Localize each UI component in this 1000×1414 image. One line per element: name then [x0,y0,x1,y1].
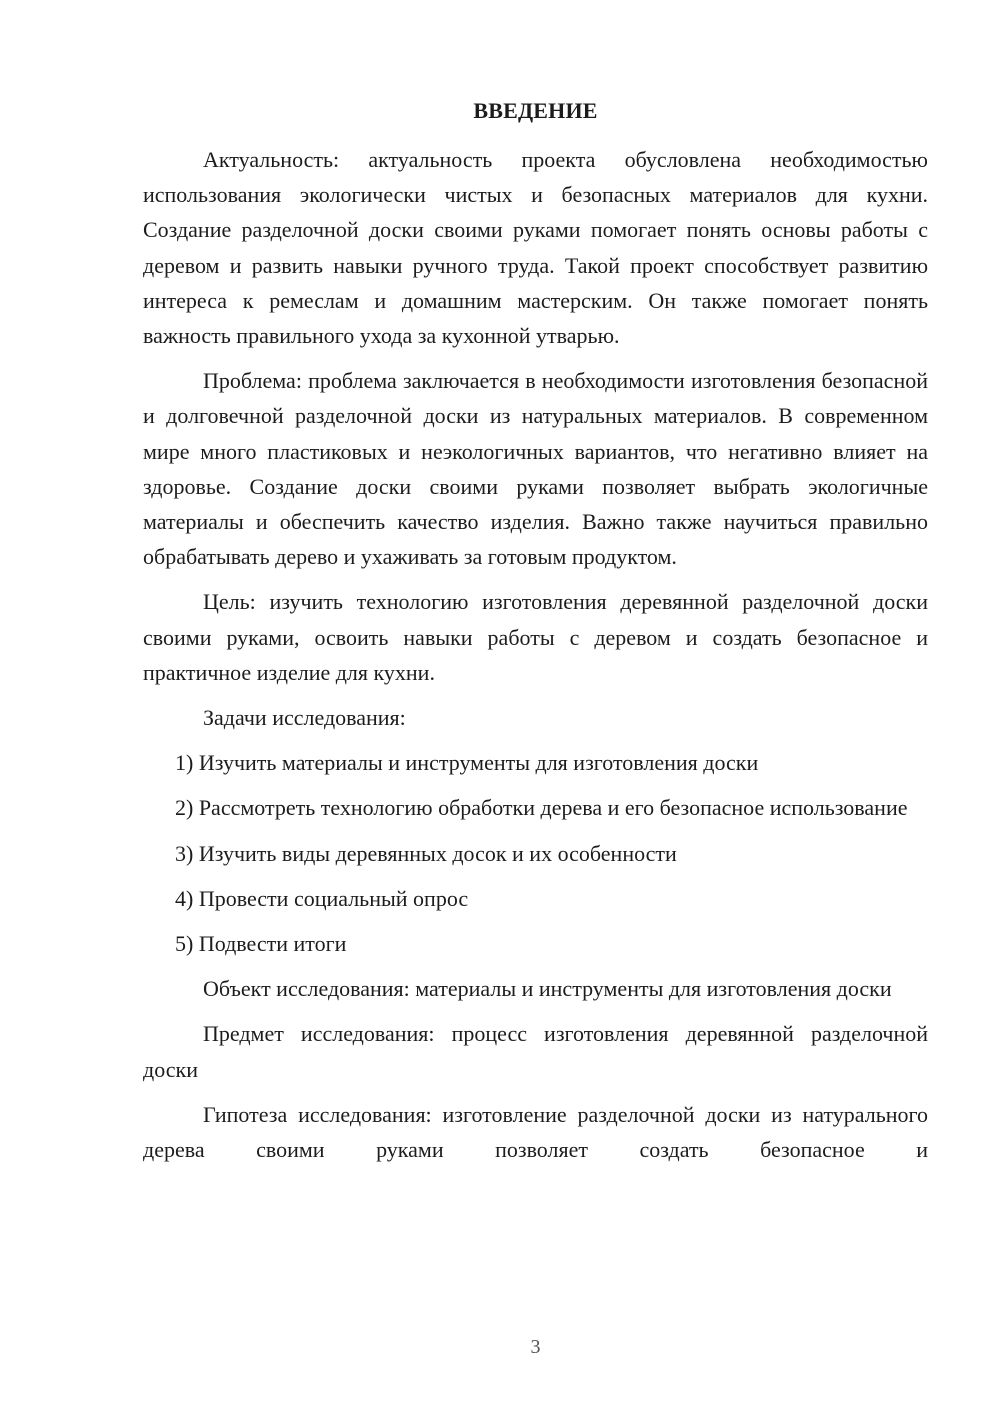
tasks-list [143,745,928,961]
task-item: 1) Изучить материалы и инструменты для изготовления доски [175,750,759,776]
hypothesis-paragraph: Гипотеза исследования: изготовление разделочной доски из натурального дерева своими руками позволяет создать безопасное и [143,1101,928,1163]
subject-paragraph: Предмет исследования: процесс изготовления деревянной разделочной доски [143,1021,928,1082]
page-number: 3 [530,1336,541,1358]
task-item: 5) Подвести итоги [175,931,347,957]
tasks-heading: Задачи исследования: [203,705,406,731]
document-body [143,142,928,1177]
task-item: 2) Рассмотреть технологию обработки дерева и его безопасное использование [175,795,908,821]
relevance-paragraph: Актуальность: актуальность проекта обусловлена необходимостью использования экологически чистых и безопасных материалов для кухни. Создание разделочной доски своими руками помогает понять основы работы с деревом и развить навыки ручного труда. Такой проект способствует развитию интереса к ремеслам и домашним мастерским. Он также помогает понять важность правильного ухода за кухонной утварью. [143,147,928,349]
page-title: ВВЕДЕНИЕ [473,98,598,123]
problem-paragraph: Проблема: проблема заключается в необходимости изготовления безопасной и долговечной разделочной доски из натуральных материалов. В современном мире много пластиковых и неэкологичных вариантов, что негативно влияет на здоровье. Создание доски своими руками позволяет выбрать экологичные материалы и обеспечить качество изделия. Важно также научиться правильно обрабатывать дерево и ухаживать за готовым продуктом. [143,368,928,570]
task-item: 3) Изучить виды деревянных досок и их особенности [175,840,677,866]
task-item: 4) Провести социальный опрос [175,885,469,911]
object-paragraph: Объект исследования: материалы и инструменты для изготовления доски [203,976,892,1002]
goal-paragraph: Цель: изучить технологию изготовления деревянной разделочной доски своими руками, освоить навыки работы с деревом и создать безопасное и практичное изделие для кухни. [143,589,928,685]
